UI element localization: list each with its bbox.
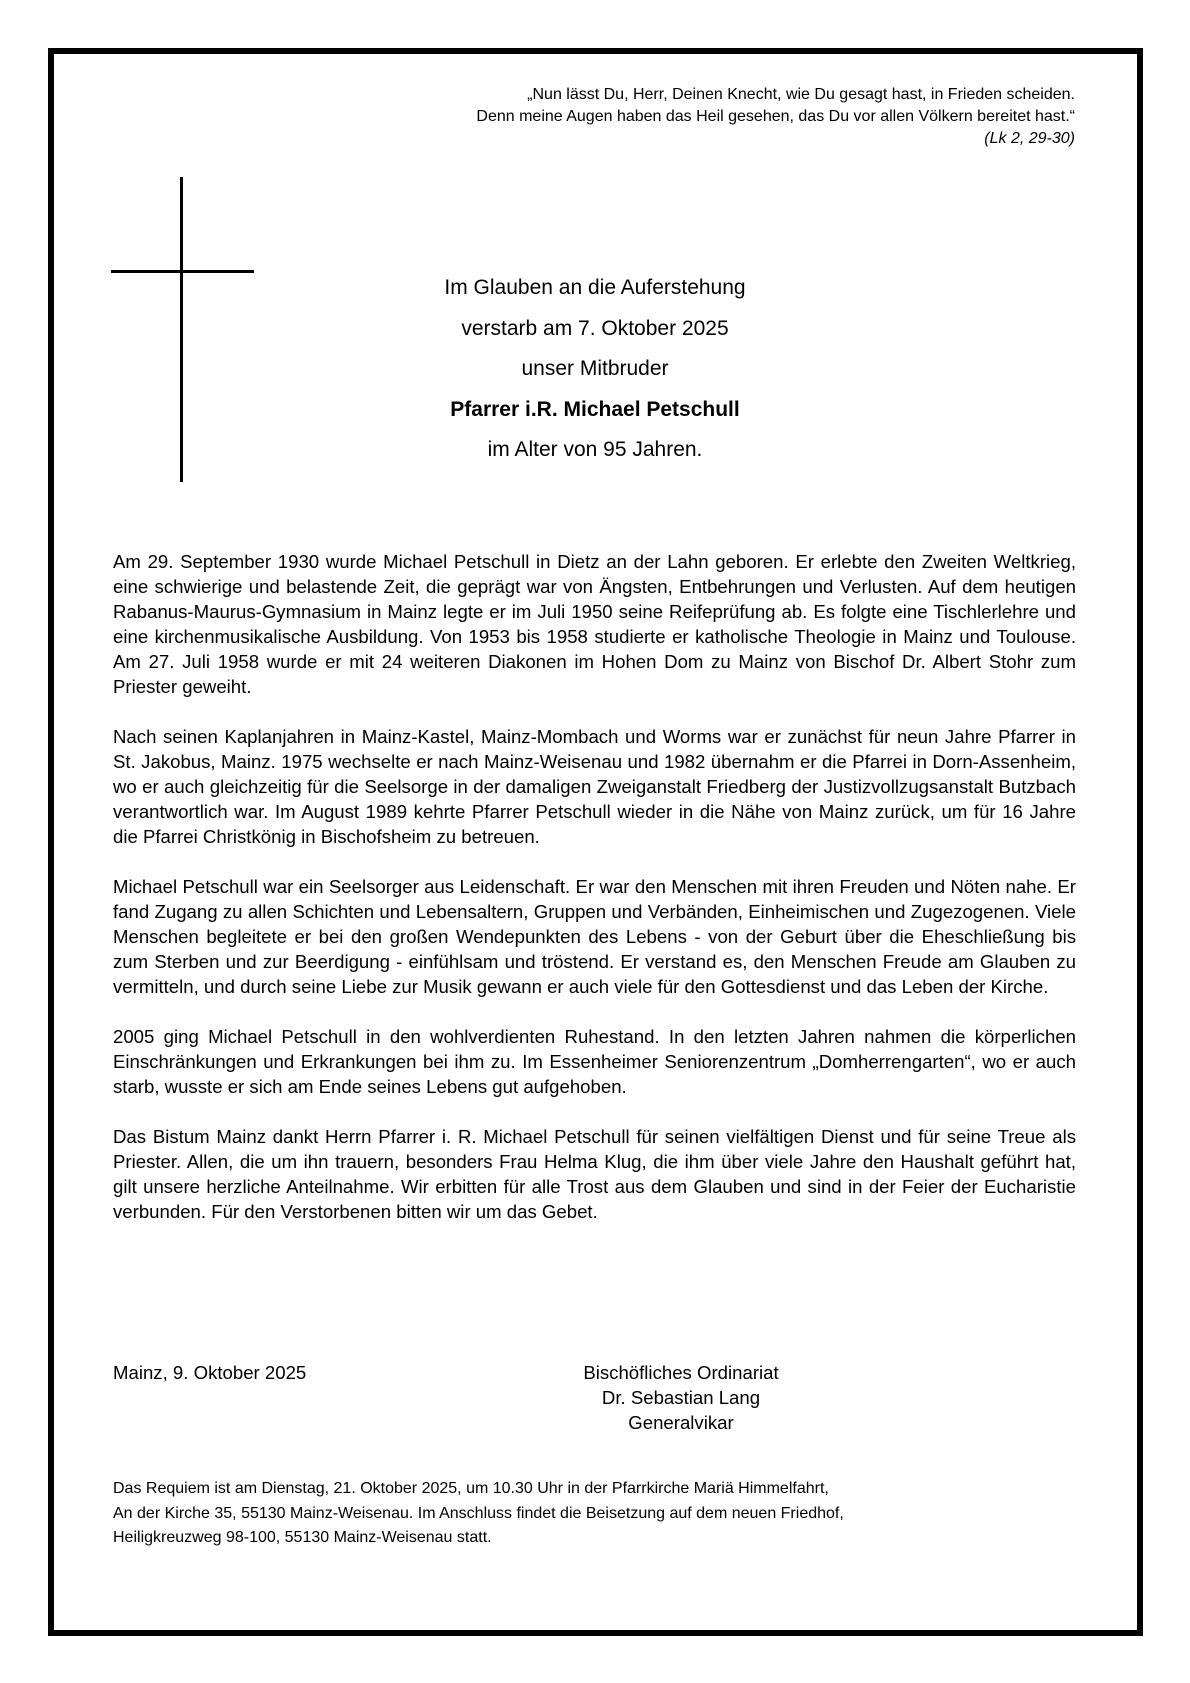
cross-vertical-bar (180, 177, 183, 482)
paragraph-career: Nach seinen Kaplanjahren in Mainz-Kastel, Mainz-Mombach und Worms war er zunächst für neun Jahre Pfarrer in St. Jakobus, Mainz. 1975 wechselte er nach Mainz-Weisenau und 1982 übernahm er die Pfarrei in Dorn-Assenheim, wo er auch gleichzeitig für die Seelsorge in der damaligen Zweiganstalt Friedberg der Justizvollzugsanstalt Butzbach verantwortlich war. Im August 1989 kehrte Pfarrer Petschull wieder in die Nähe von Mainz zurück, um für 16 Jahre die Pfarrei Christkönig in Bischofsheim zu betreuen. (113, 726, 1076, 847)
requiem-line-2: An der Kirche 35, 55130 Mainz-Weisenau. Im Anschluss findet die Beisetzung auf dem neuen Friedhof, (113, 1504, 844, 1522)
announcement-age: im Alter von 95 Jahren. (487, 438, 703, 461)
quote-line-2: Denn meine Augen haben das Heil gesehen, das Du vor allen Völkern bereitet hast.“ (476, 108, 1075, 125)
signature-office: Bischöfliches Ordinariat (583, 1362, 779, 1383)
place-date: Mainz, 9. Oktober 2025 (113, 1362, 307, 1383)
bible-quote (476, 84, 1075, 150)
announcement-line-1: Im Glauben an die Auferstehung (444, 276, 746, 299)
deceased-name: Pfarrer i.R. Michael Petschull (450, 397, 740, 421)
requiem-info (113, 1477, 1073, 1551)
obituary-body (113, 549, 1076, 1249)
announcement-date: verstarb am 7. Oktober 2025 (461, 316, 729, 340)
cross-horizontal-bar (111, 270, 254, 273)
paragraph-pastoral: Michael Petschull war ein Seelsorger aus Leidenschaft. Er war den Menschen mit ihren Freuden und Nöten nahe. Er fand Zugang zu allen Schichten und Lebensaltern, Gruppen und Verbänden, Einheimischen und Zugezogenen. Viele Menschen begleitete er bei den großen Wendepunkten des Lebens - von der Geburt über die Eheschließung bis zum Sterben und zur Beerdigung - einfühlsam und tröstend. Er verstand es, den Menschen Freude am Glauben zu vermitteln, und durch seine Liebe zur Musik gewann er auch viele für den Gottesdienst und das Leben der Kirche. (113, 876, 1076, 997)
requiem-line-1: Das Requiem ist am Dienstag, 21. Oktober 2025, um 10.30 Uhr in der Pfarrkirche Mariä Himmelfahrt, (113, 1480, 829, 1497)
signature-block (561, 1360, 801, 1435)
paragraph-biography: Am 29. September 1930 wurde Michael Petschull in Dietz an der Lahn geboren. Er erlebte den Zweiten Weltkrieg, eine schwierige und belastende Zeit, die geprägt war von Ängsten, Entbehrungen und Verlusten. Auf dem heutigen Rabanus-Maurus-Gymnasium in Mainz legte er im Juli 1950 seine Reifeprüfung ab. Es folgte eine Tischlerlehre und eine kirchenmusikalische Ausbildung. Von 1953 bis 1958 studierte er katholische Theologie in Mainz und Toulouse. Am 27. Juli 1958 wurde er mit 24 weiteren Diakonen im Hohen Dom zu Mainz von Bischof Dr. Albert Stohr zum Priester geweiht. (113, 551, 1076, 697)
signature-signer: Dr. Sebastian Lang (601, 1387, 761, 1408)
paragraph-retirement: 2005 ging Michael Petschull in den wohlverdienten Ruhestand. In den letzten Jahren nahmen die körperlichen Einschränkungen und Erkrankungen bei ihm zu. Im Essenheimer Seniorenzentrum „Domherrengarten“, wo er auch starb, wusste er sich am Ende seines Lebens gut aufgehoben. (113, 1026, 1076, 1097)
requiem-line-3: Heiligkreuzweg 98-100, 55130 Mainz-Weisenau statt. (113, 1529, 492, 1546)
announcement-line-3: unser Mitbruder (521, 357, 669, 380)
signature-title: Generalvikar (628, 1412, 734, 1433)
death-announcement (395, 268, 795, 471)
quote-line-1: „Nun lässt Du, Herr, Deinen Knecht, wie Du gesagt hast, in Frieden scheiden. (527, 86, 1075, 103)
paragraph-thanks: Das Bistum Mainz dankt Herrn Pfarrer i. R. Michael Petschull für seinen vielfältigen Dienst und für seine Treue als Priester. Allen, die um ihn trauern, besonders Frau Helma Klug, die ihm über viele Jahre den Haushalt geführt hat, gilt unsere herzliche Anteilnahme. Wir erbitten für alle Trost aus dem Glauben und sind in der Feier der Eucharistie verbunden. Für den Verstorbenen bitten wir um das Gebet. (113, 1126, 1076, 1222)
quote-reference: (Lk 2, 29-30) (984, 130, 1075, 147)
